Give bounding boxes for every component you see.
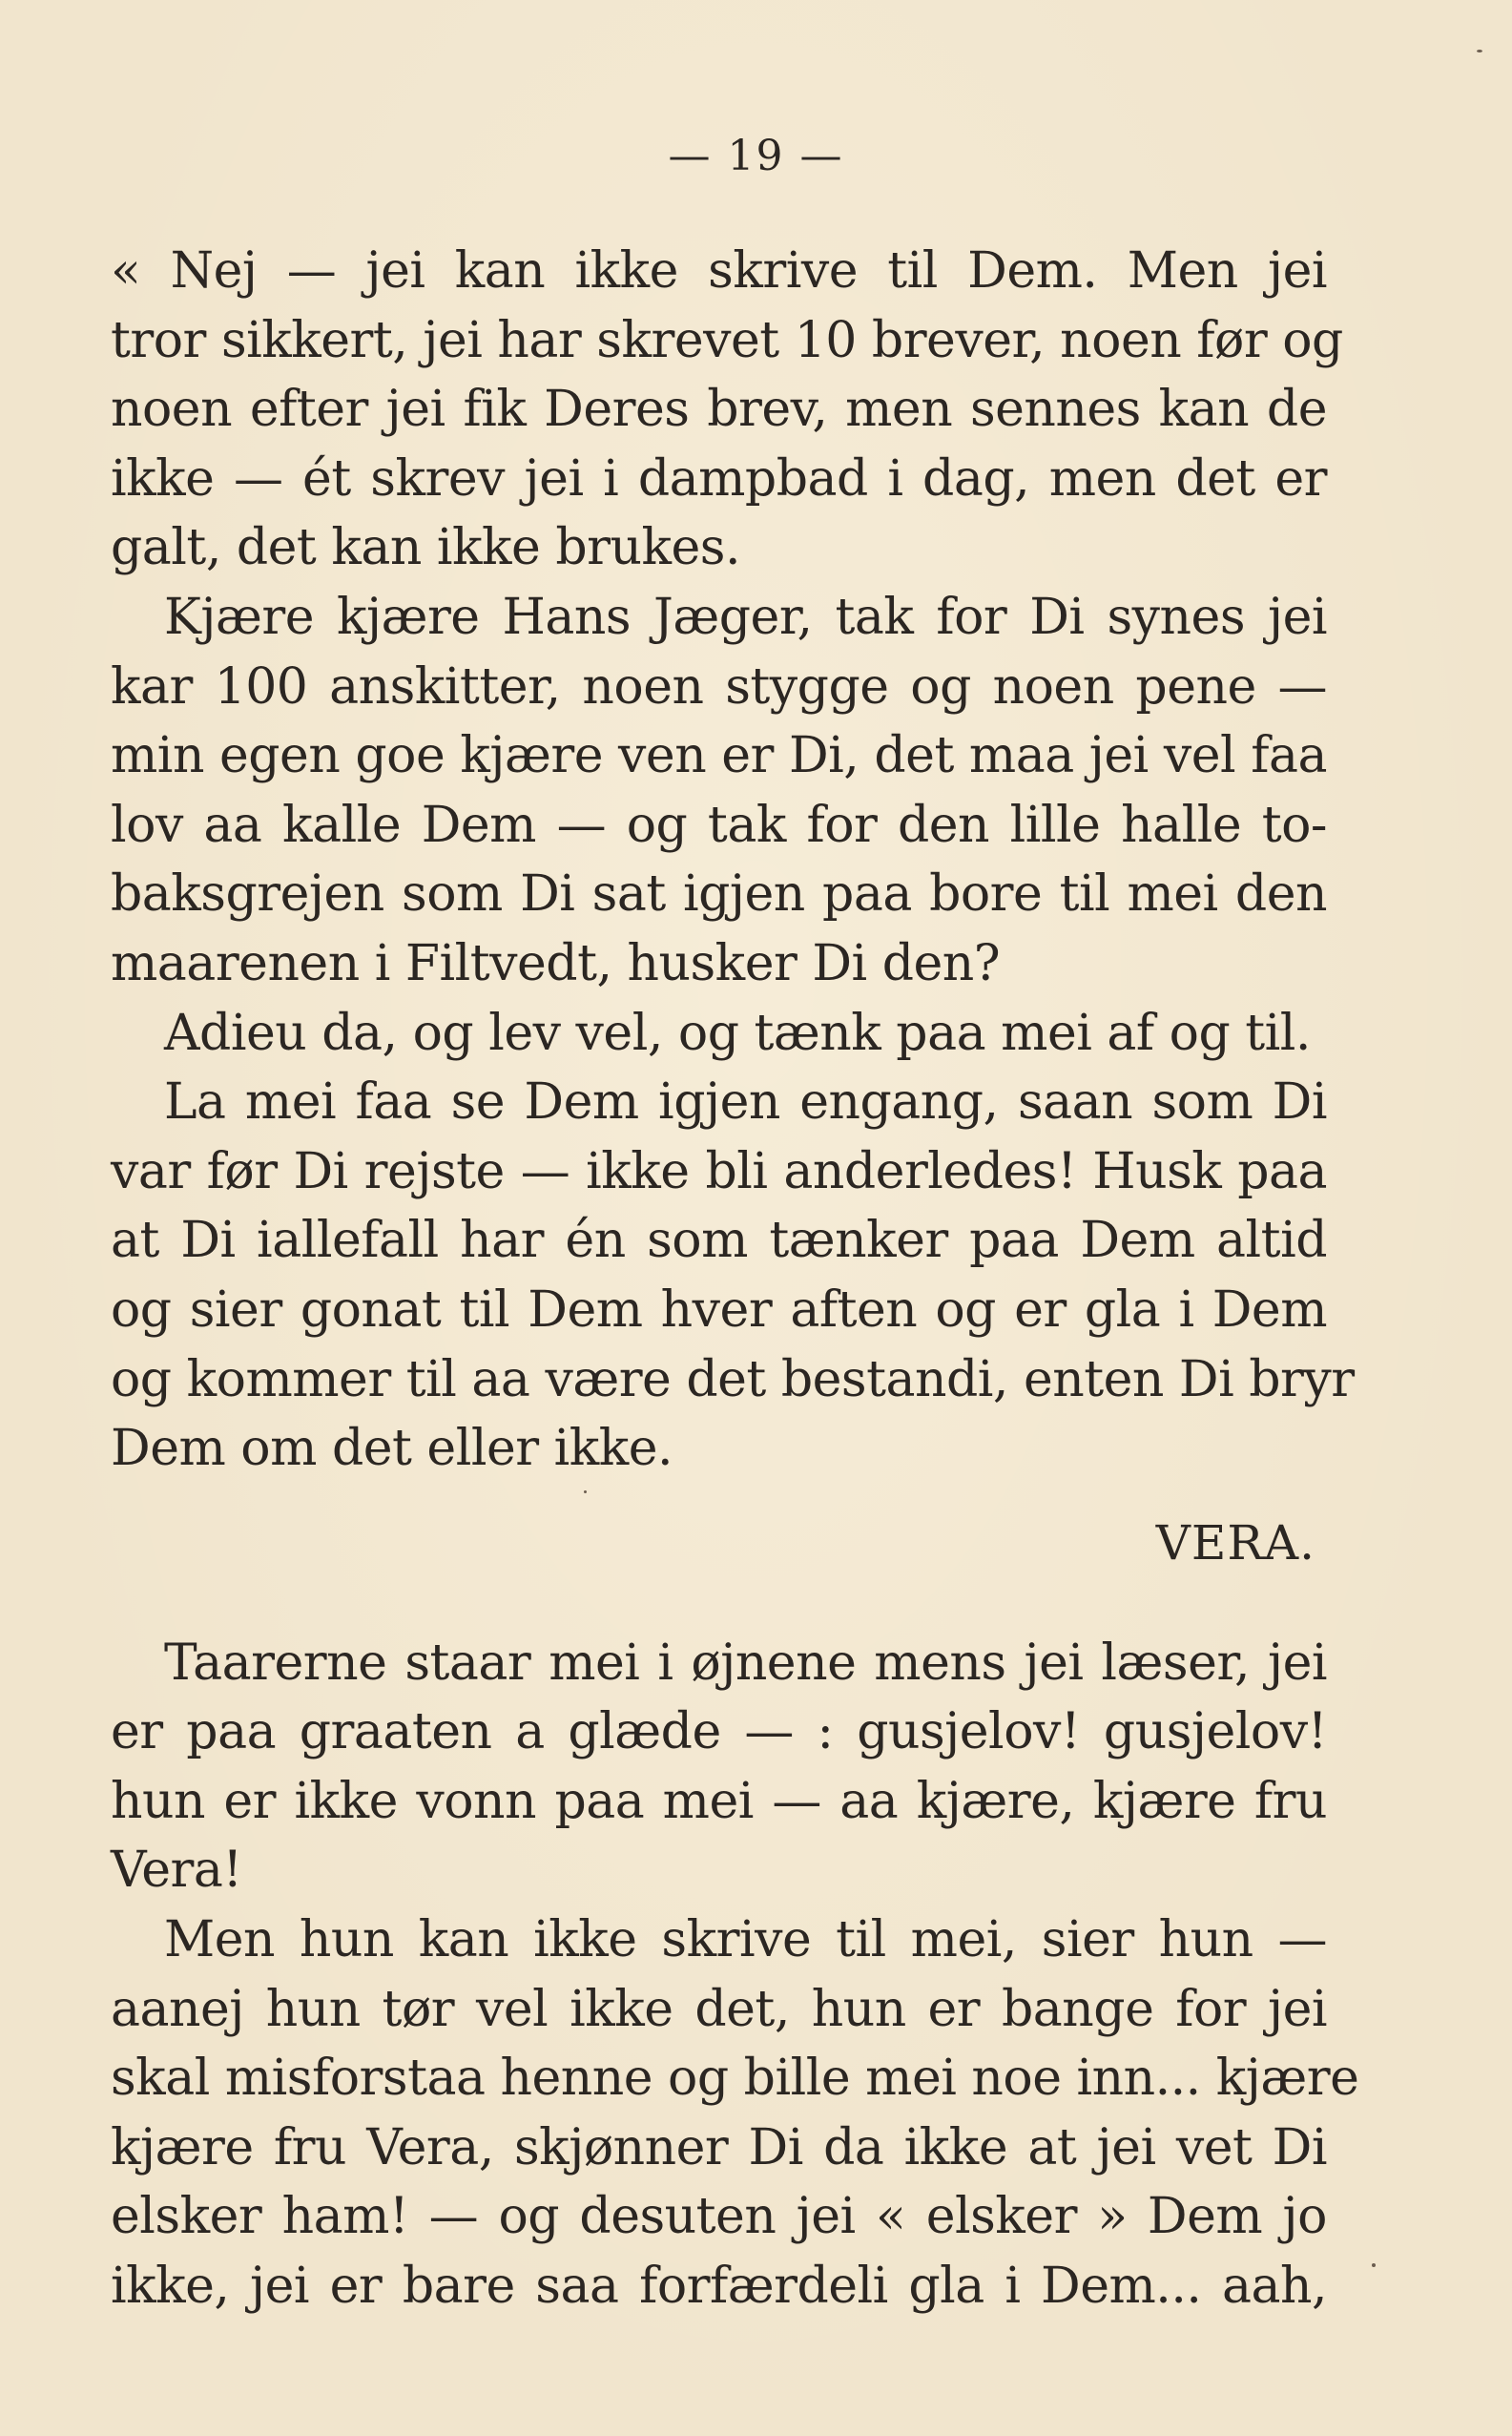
paragraph xyxy=(111,1905,1359,2321)
text-line: galt, det kan ikke brukes. xyxy=(111,519,740,577)
text-line: noen efter jei fik Deres brev, men sennes kan de xyxy=(111,381,1327,439)
paper-speck xyxy=(1372,2263,1376,2267)
text-line: Kjære kjære Hans Jæger, tak for Di synes jei xyxy=(164,588,1327,646)
text-line: maarenen i Filtvedt, husker Di den? xyxy=(111,934,1001,992)
text-line: var før Di rejste — ikke bli anderledes! Husk paa xyxy=(111,1142,1327,1200)
text-line: Men hun kan ikke skrive til mei, sier hun — xyxy=(164,1911,1327,1969)
text-line: er paa graaten a glæde — : gusjelov! gusjelov! xyxy=(111,1703,1327,1761)
text-line: Vera! xyxy=(111,1842,242,1900)
text-line: ikke, jei er bare saa forfærdeli gla i Dem... aah, xyxy=(111,2258,1327,2316)
text-line: tror sikkert, jei har skrevet 10 brever, noen før og xyxy=(111,311,1343,369)
page-body xyxy=(111,237,1359,2321)
text-line: hun er ikke vonn paa mei — aa kjære, kjære fru xyxy=(111,1772,1327,1830)
paragraph xyxy=(111,1629,1327,1905)
text-line: ikke — ét skrev jei i dampbad i dag, men det er xyxy=(111,449,1327,508)
text-line: baksgrejen som Di sat igjen paa bore til mei den xyxy=(111,865,1327,924)
text-line: og sier gonat til Dem hver aften og er gla i Dem xyxy=(111,1280,1327,1339)
paragraph xyxy=(111,999,1327,1069)
text-line: elsker ham! — og desuten jei « elsker » Dem jo xyxy=(111,2188,1327,2246)
text-line: kjære fru Vera, skjønner Di da ikke at jei vet Di xyxy=(111,2118,1327,2176)
text-line: at Di iallefall har én som tænker paa Dem altid xyxy=(111,1212,1327,1270)
text-line: aanej hun tør vel ikke det, hun er bange for jei xyxy=(111,1980,1327,2038)
paragraph-gap xyxy=(111,1581,1327,1629)
paper-speck xyxy=(584,1490,587,1493)
text-line: La mei faa se Dem igjen engang, saan som Di xyxy=(164,1073,1327,1132)
paragraph xyxy=(111,583,1327,999)
signature: VERA. xyxy=(1155,1514,1315,1571)
text-line: og kommer til aa være det bestandi, enten Di bryr xyxy=(111,1350,1355,1408)
text-line: kar 100 anskitter, noen stygge og noen pene — xyxy=(111,657,1327,716)
paragraph xyxy=(111,1068,1355,1484)
text-line: « Nej — jei kan ikke skrive til Dem. Men jei xyxy=(111,242,1327,300)
text-line: Dem om det eller ikke. xyxy=(111,1420,673,1478)
text-line: Taarerne staar mei i øjnene mens jei læser, jei xyxy=(164,1634,1327,1692)
text-line: skal misforstaa henne og bille mei noe inn... kjære xyxy=(111,2050,1359,2108)
paper-speck xyxy=(1477,50,1482,52)
paragraph xyxy=(111,237,1343,583)
text-line: min egen goe kjære ven er Di, det maa jei vel faa xyxy=(111,727,1327,785)
page-number: — 19 — xyxy=(668,132,844,180)
text-line: lov aa kalle Dem — og tak for den lille halle to- xyxy=(111,796,1327,854)
text-line: Adieu da, og lev vel, og tænk paa mei af og til. xyxy=(164,1004,1311,1062)
